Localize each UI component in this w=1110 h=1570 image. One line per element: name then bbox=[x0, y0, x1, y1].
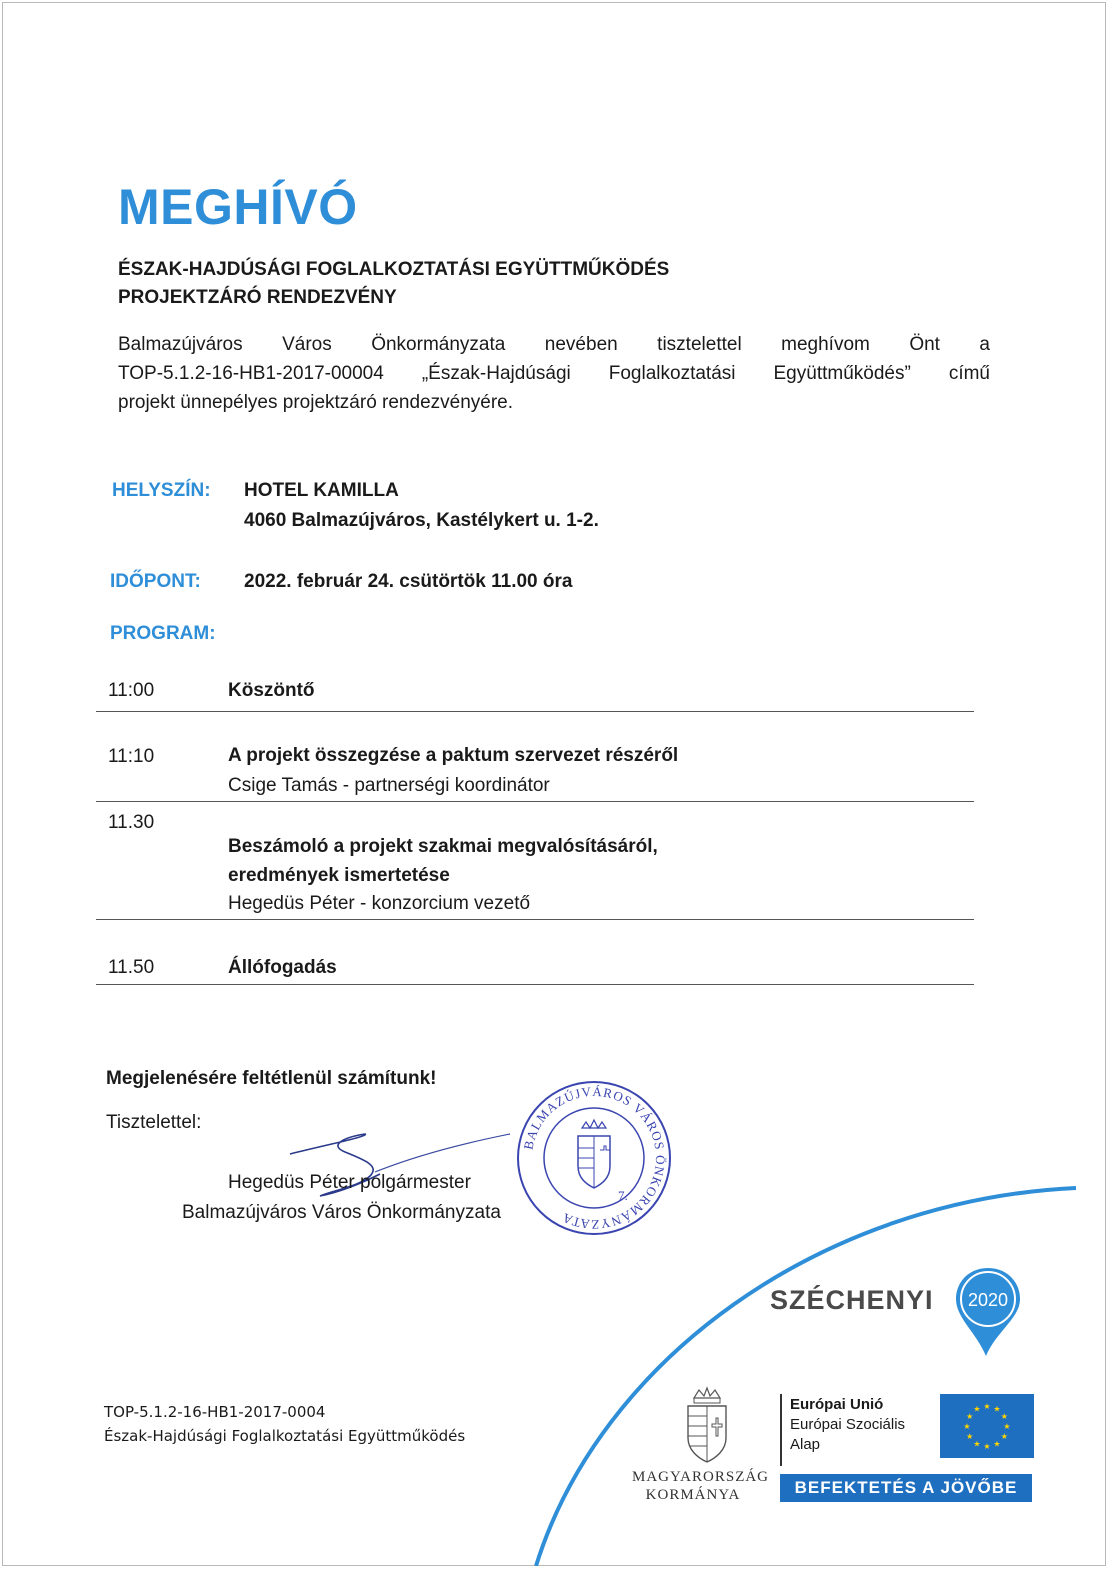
signer-name: Hegedüs Péter polgármester bbox=[228, 1172, 471, 1193]
government-name bbox=[632, 1468, 770, 1504]
stamp-number: 7. bbox=[618, 1188, 628, 1203]
program-divider bbox=[96, 711, 974, 712]
program-time-2: 11:10 bbox=[108, 746, 155, 767]
eu-star-icon: ★ bbox=[1000, 1432, 1008, 1441]
investment-banner: BEFEKTETÉS A JÖVŐBE bbox=[780, 1474, 1032, 1502]
project-reference-code: TOP-5.1.2-16-HB1-2017-0004 bbox=[104, 1403, 326, 1421]
stamp-arc-text: BALMAZÚJVÁROS VÁROS ÖNKORMÁNYZATA bbox=[520, 1083, 669, 1233]
official-stamp bbox=[514, 1078, 674, 1238]
intro-paragraph bbox=[118, 330, 990, 417]
eu-star-icon: ★ bbox=[993, 1404, 1001, 1414]
closing-text: Megjelenésére feltétlenül számítunk! bbox=[106, 1068, 437, 1089]
eu-star-icon: ★ bbox=[1000, 1412, 1008, 1421]
stamp-seal-icon bbox=[514, 1078, 674, 1238]
eu-line-3: Alap bbox=[790, 1436, 821, 1453]
signer-organization: Balmazújváros Város Önkormányzata bbox=[182, 1202, 501, 1223]
szechenyi-pin-icon bbox=[952, 1266, 1024, 1358]
program-time-1: 11:00 bbox=[108, 680, 155, 701]
eu-star-icon: ★ bbox=[993, 1439, 1001, 1449]
eu-fund-text bbox=[790, 1395, 905, 1455]
program-title-3-line-2: eredmények ismertetése bbox=[228, 865, 450, 886]
project-reference bbox=[104, 1400, 465, 1448]
program-title-4: Állófogadás bbox=[228, 957, 337, 978]
event-subtitle bbox=[118, 256, 669, 312]
hungarian-coat-of-arms-icon bbox=[672, 1384, 742, 1466]
eu-line-2: Európai Szociális bbox=[790, 1416, 906, 1433]
location-address: 4060 Balmazújváros, Kastélykert u. 1-2. bbox=[244, 510, 599, 531]
time-label: IDŐPONT: bbox=[110, 571, 201, 592]
program-time-3: 11.30 bbox=[108, 812, 155, 833]
program-title-1: Köszöntő bbox=[228, 680, 315, 701]
eu-star-icon: ★ bbox=[966, 1432, 974, 1441]
eu-star-icon: ★ bbox=[973, 1439, 981, 1449]
location-name: HOTEL KAMILLA bbox=[244, 480, 399, 501]
program-divider bbox=[96, 984, 974, 985]
intro-line-3: projekt ünnepélyes projektzáró rendezvényére. bbox=[118, 392, 514, 413]
program-title-3-line-1: Beszámoló a projekt szakmai megvalósításáról, bbox=[228, 836, 658, 857]
eu-divider bbox=[780, 1394, 782, 1466]
eu-star-icon: ★ bbox=[1003, 1422, 1011, 1431]
intro-line-2: TOP-5.1.2-16-HB1-2017-00004 „Észak-Hajdúsági Foglalkoztatási Együttműködés” című bbox=[118, 363, 990, 384]
program-divider bbox=[96, 919, 974, 920]
program-label: PROGRAM: bbox=[110, 623, 216, 644]
eu-star-icon: ★ bbox=[983, 1402, 991, 1411]
intro-line-1: Balmazújváros Város Önkormányzata nevében tisztelettel meghívom Önt a bbox=[118, 334, 990, 355]
program-title-3 bbox=[228, 832, 658, 890]
program-speaker-3: Hegedüs Péter - konzorcium vezető bbox=[228, 893, 531, 914]
eu-star-icon: ★ bbox=[983, 1442, 991, 1451]
szechenyi-year: 2020 bbox=[967, 1290, 1009, 1310]
government-line-1: MAGYARORSZÁG bbox=[632, 1469, 770, 1485]
subtitle-line-1: ÉSZAK-HAJDÚSÁGI FOGLALKOZTATÁSI EGYÜTTMŰKÖDÉS bbox=[118, 259, 670, 280]
eu-star-icon: ★ bbox=[963, 1422, 971, 1431]
government-line-2: KORMÁNYA bbox=[645, 1487, 741, 1503]
page-title: MEGHÍVÓ bbox=[118, 179, 358, 235]
location-label: HELYSZÍN: bbox=[112, 480, 211, 501]
eu-star-icon: ★ bbox=[973, 1404, 981, 1414]
program-divider bbox=[96, 801, 974, 802]
eu-line-1: Európai Unió bbox=[790, 1396, 884, 1413]
project-reference-name: Észak-Hajdúsági Foglalkoztatási Együttműködés bbox=[104, 1427, 466, 1445]
regards-text: Tisztelettel: bbox=[106, 1112, 202, 1133]
eu-flag-icon bbox=[940, 1394, 1034, 1458]
program-title-2: A projekt összegzése a paktum szervezet részéről bbox=[228, 745, 679, 766]
szechenyi-logo-text: SZÉCHENYI bbox=[770, 1285, 934, 1315]
program-speaker-2: Csige Tamás - partnerségi koordinátor bbox=[228, 775, 550, 796]
time-value: 2022. február 24. csütörtök 11.00 óra bbox=[244, 571, 573, 592]
program-time-4: 11.50 bbox=[108, 957, 155, 978]
subtitle-line-2: PROJEKTZÁRÓ RENDEZVÉNY bbox=[118, 287, 397, 308]
eu-star-icon: ★ bbox=[966, 1412, 974, 1421]
